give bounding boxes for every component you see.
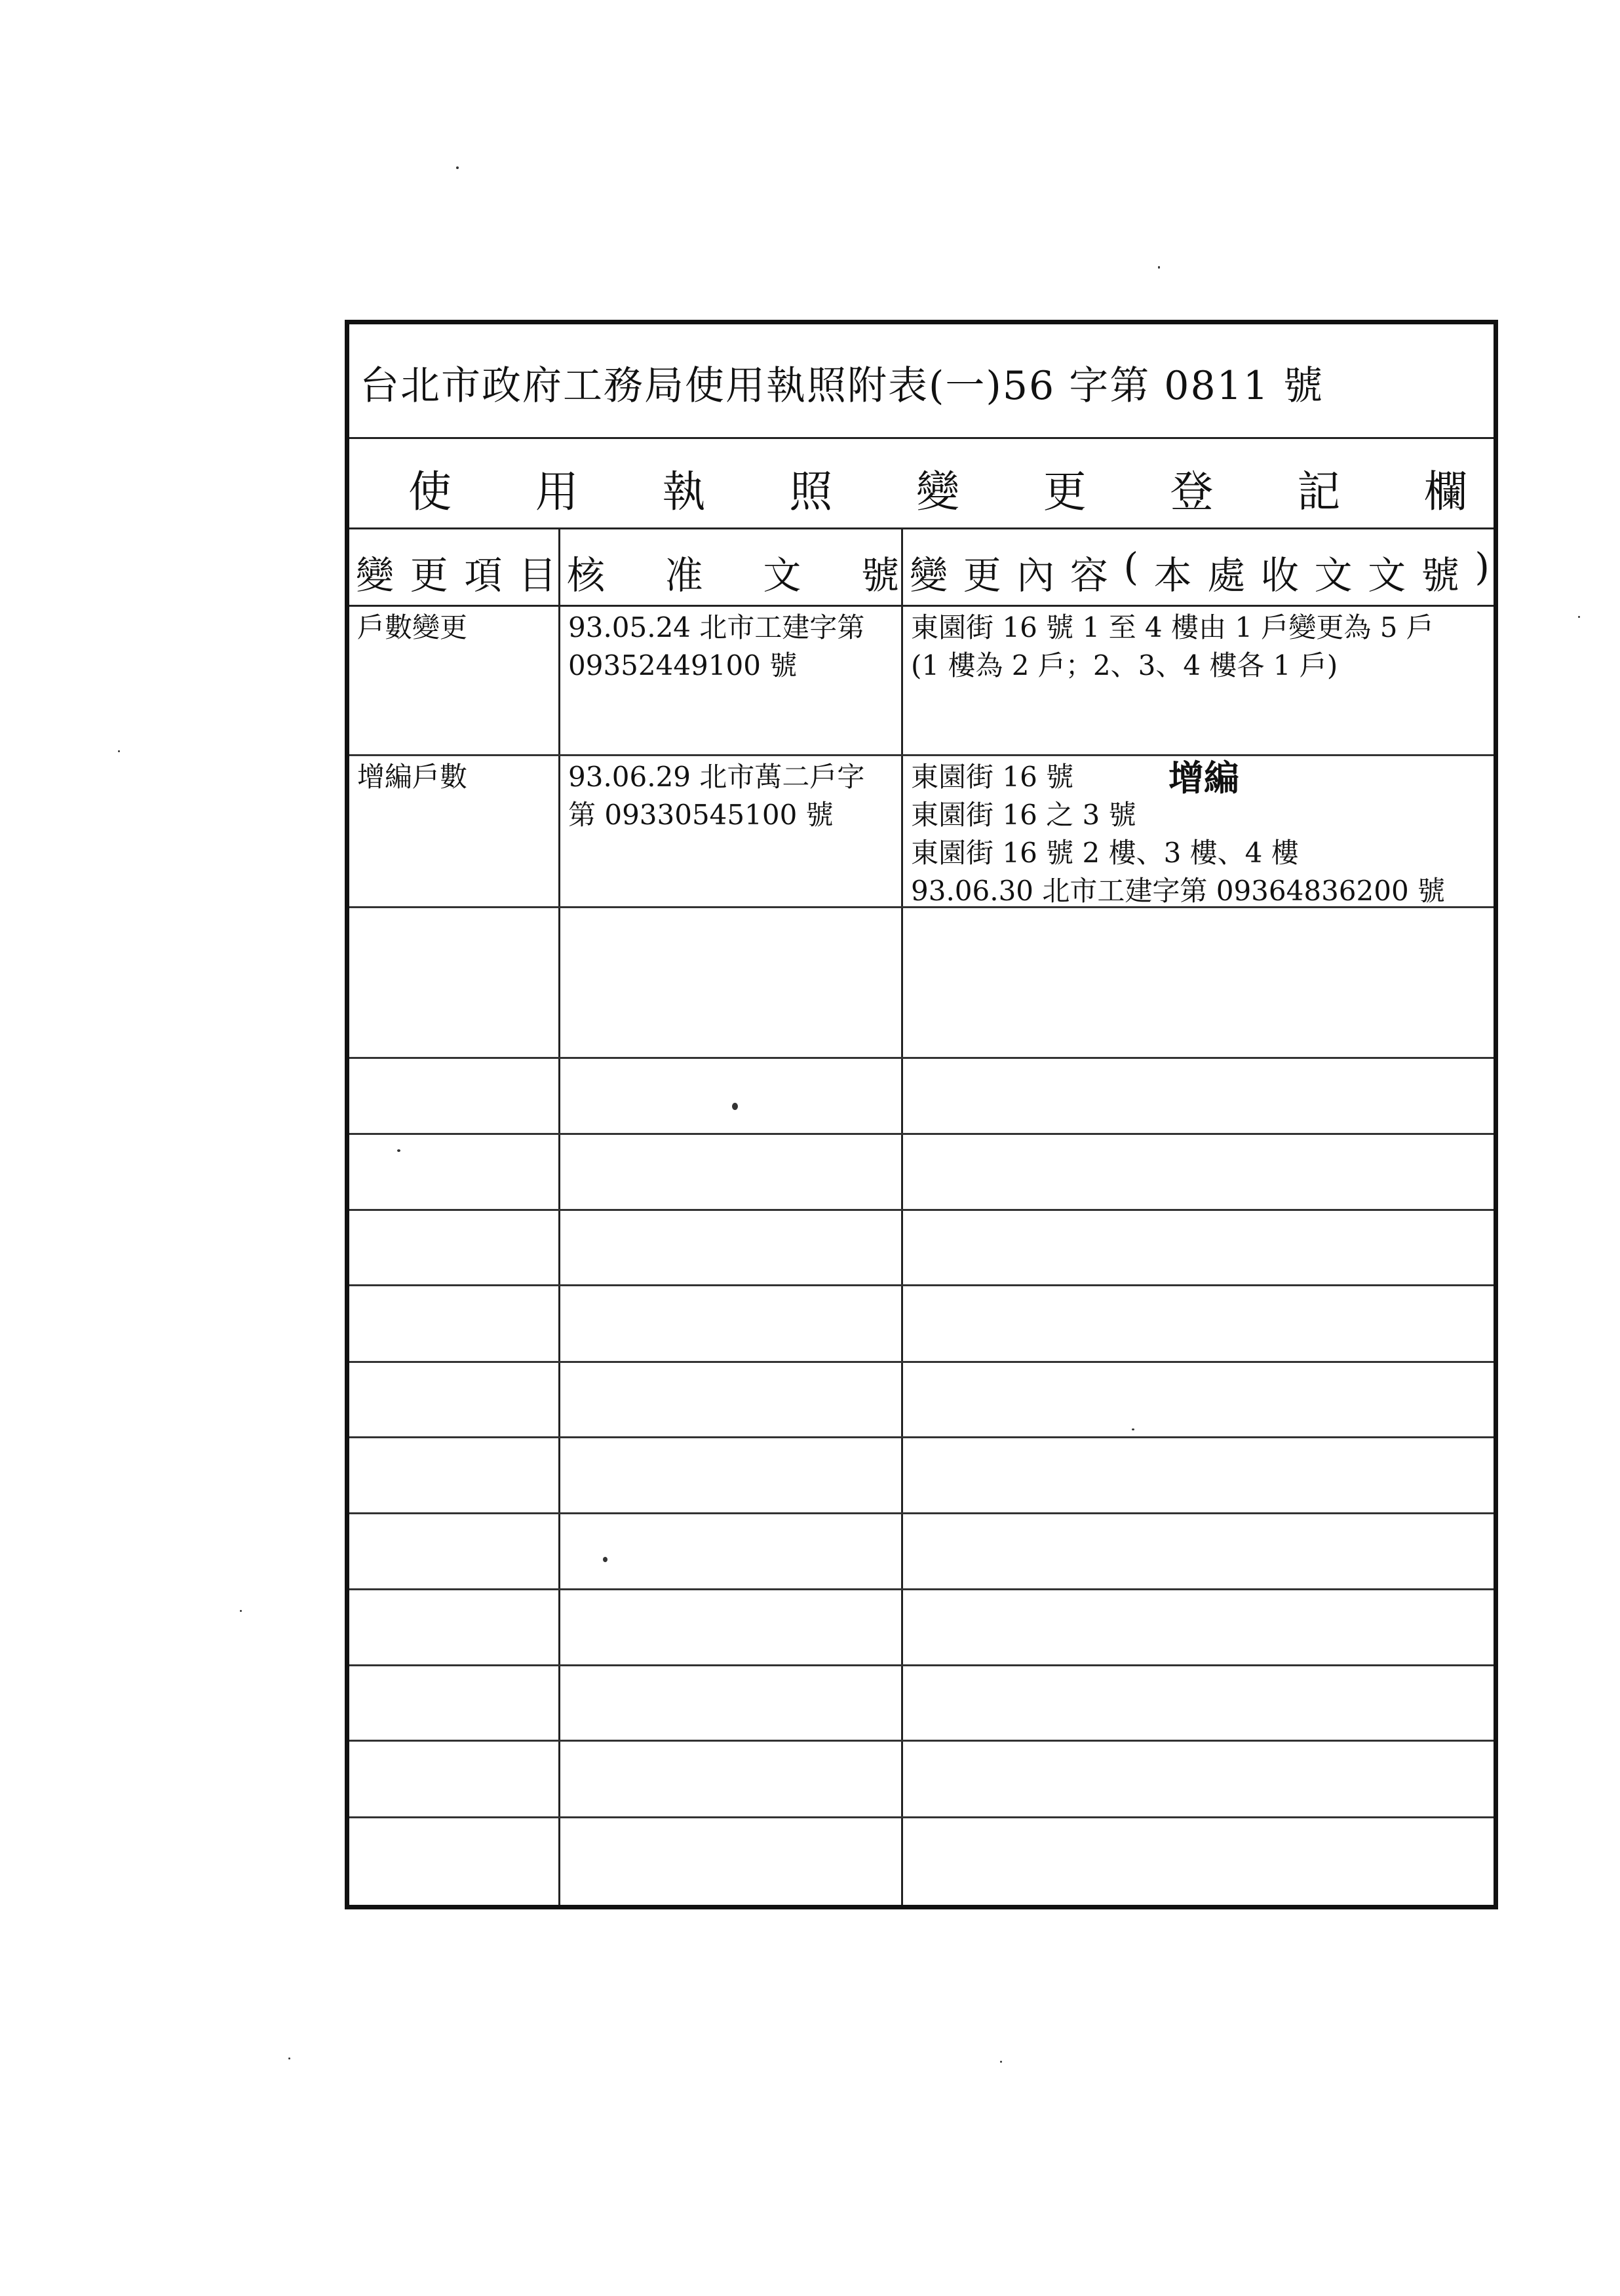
column-header-char: 處: [1207, 553, 1246, 598]
column-header-char: 文: [1368, 553, 1406, 598]
empty-table-row: [349, 1816, 1494, 1909]
column-header-char: 號: [1421, 553, 1459, 598]
change-registration-form: [345, 320, 1498, 1909]
column-header-char: 目: [518, 553, 556, 598]
heading-char: 欄: [1424, 467, 1467, 517]
empty-table-row: [349, 1284, 1494, 1363]
empty-table-row: [349, 1057, 1494, 1135]
scan-speck: [1158, 266, 1160, 269]
column-header-char: 收: [1260, 553, 1299, 598]
table-row: [349, 754, 1494, 908]
column-header-char: 更: [410, 553, 448, 598]
empty-table-row: [349, 1664, 1494, 1742]
heading-char: 照: [789, 467, 833, 517]
empty-table-row: [349, 1209, 1494, 1286]
change-item: 增編戶數: [357, 761, 468, 793]
change-item: 戶數變更: [357, 611, 468, 643]
heading-char: 記: [1297, 467, 1341, 517]
scan-speck: [118, 750, 120, 752]
approval-line: 第 09330545100 號: [568, 799, 834, 831]
column-header-char: 內: [1016, 553, 1055, 598]
heading-char: 變: [916, 467, 959, 517]
empty-table-row: [349, 1740, 1494, 1818]
column-header-change-content: [903, 527, 1494, 607]
content-line: (1 樓為 2 戶；2、3、4 樓各 1 戶): [911, 649, 1338, 681]
approval-number: [568, 609, 864, 685]
column-header-char: 文: [763, 553, 801, 598]
column-header-change-item: [349, 527, 560, 607]
empty-table-row: [349, 1588, 1494, 1666]
heading-char: 使: [408, 467, 452, 517]
scan-speck: [732, 1103, 738, 1110]
empty-table-row: [349, 1361, 1494, 1438]
column-header-char: 准: [665, 553, 703, 598]
column-header-approval-number: [560, 527, 903, 607]
scan-speck: [1132, 1428, 1134, 1430]
column-header-char: 本: [1153, 553, 1192, 598]
empty-table-row: [349, 1512, 1494, 1590]
column-header-char: (: [1123, 545, 1139, 589]
approval-number: [568, 758, 864, 834]
scan-speck: [1578, 616, 1580, 618]
form-title: 台北市政府工務局使用執照附表(一)56 字第 0811 號: [360, 363, 1324, 409]
change-content: [911, 609, 1434, 685]
heading-char: 更: [1043, 467, 1087, 517]
form-title-row: [349, 324, 1494, 439]
content-line: 東園街 16 號: [911, 761, 1074, 793]
heading-char: 登: [1170, 467, 1214, 517]
column-header-char: 核: [567, 553, 606, 598]
scan-speck: [1000, 2061, 1002, 2063]
approval-line: 93.06.29 北市萬二戶字: [568, 761, 865, 793]
column-header-char: 號: [860, 553, 899, 598]
content-line: 東園街 16 號 2 樓、3 樓、4 樓: [911, 837, 1299, 869]
empty-table-row: [349, 906, 1494, 1059]
scan-speck: [456, 166, 459, 169]
scan-speck: [603, 1557, 608, 1562]
column-header-char: 更: [963, 553, 1001, 598]
section-heading: [408, 457, 1467, 519]
column-header-char: 文: [1314, 553, 1353, 598]
table-row: [349, 605, 1494, 756]
section-heading-row: [349, 437, 1494, 529]
scan-speck: [397, 1149, 400, 1152]
column-header-char: ): [1475, 545, 1490, 589]
empty-table-row: [349, 1436, 1494, 1514]
column-header-char: 變: [356, 553, 395, 598]
content-line: 93.06.30 北市工建字第 09364836200 號: [911, 875, 1446, 907]
column-header-char: 容: [1070, 553, 1108, 598]
content-line: 東園街 16 號 1 至 4 樓由 1 戶變更為 5 戶: [911, 611, 1434, 643]
scan-speck: [240, 1610, 242, 1612]
approval-line: 09352449100 號: [568, 649, 798, 681]
empty-table-row: [349, 1133, 1494, 1211]
column-header-char: 變: [910, 553, 948, 598]
approval-line: 93.05.24 北市工建字第: [568, 611, 865, 643]
heading-char: 用: [535, 467, 579, 517]
column-header-char: 項: [464, 553, 503, 598]
heading-char: 執: [662, 467, 706, 517]
scan-speck: [288, 2057, 290, 2059]
added-number-stamp: 增編: [1168, 757, 1239, 799]
content-line: 東園街 16 之 3 號: [911, 799, 1136, 831]
